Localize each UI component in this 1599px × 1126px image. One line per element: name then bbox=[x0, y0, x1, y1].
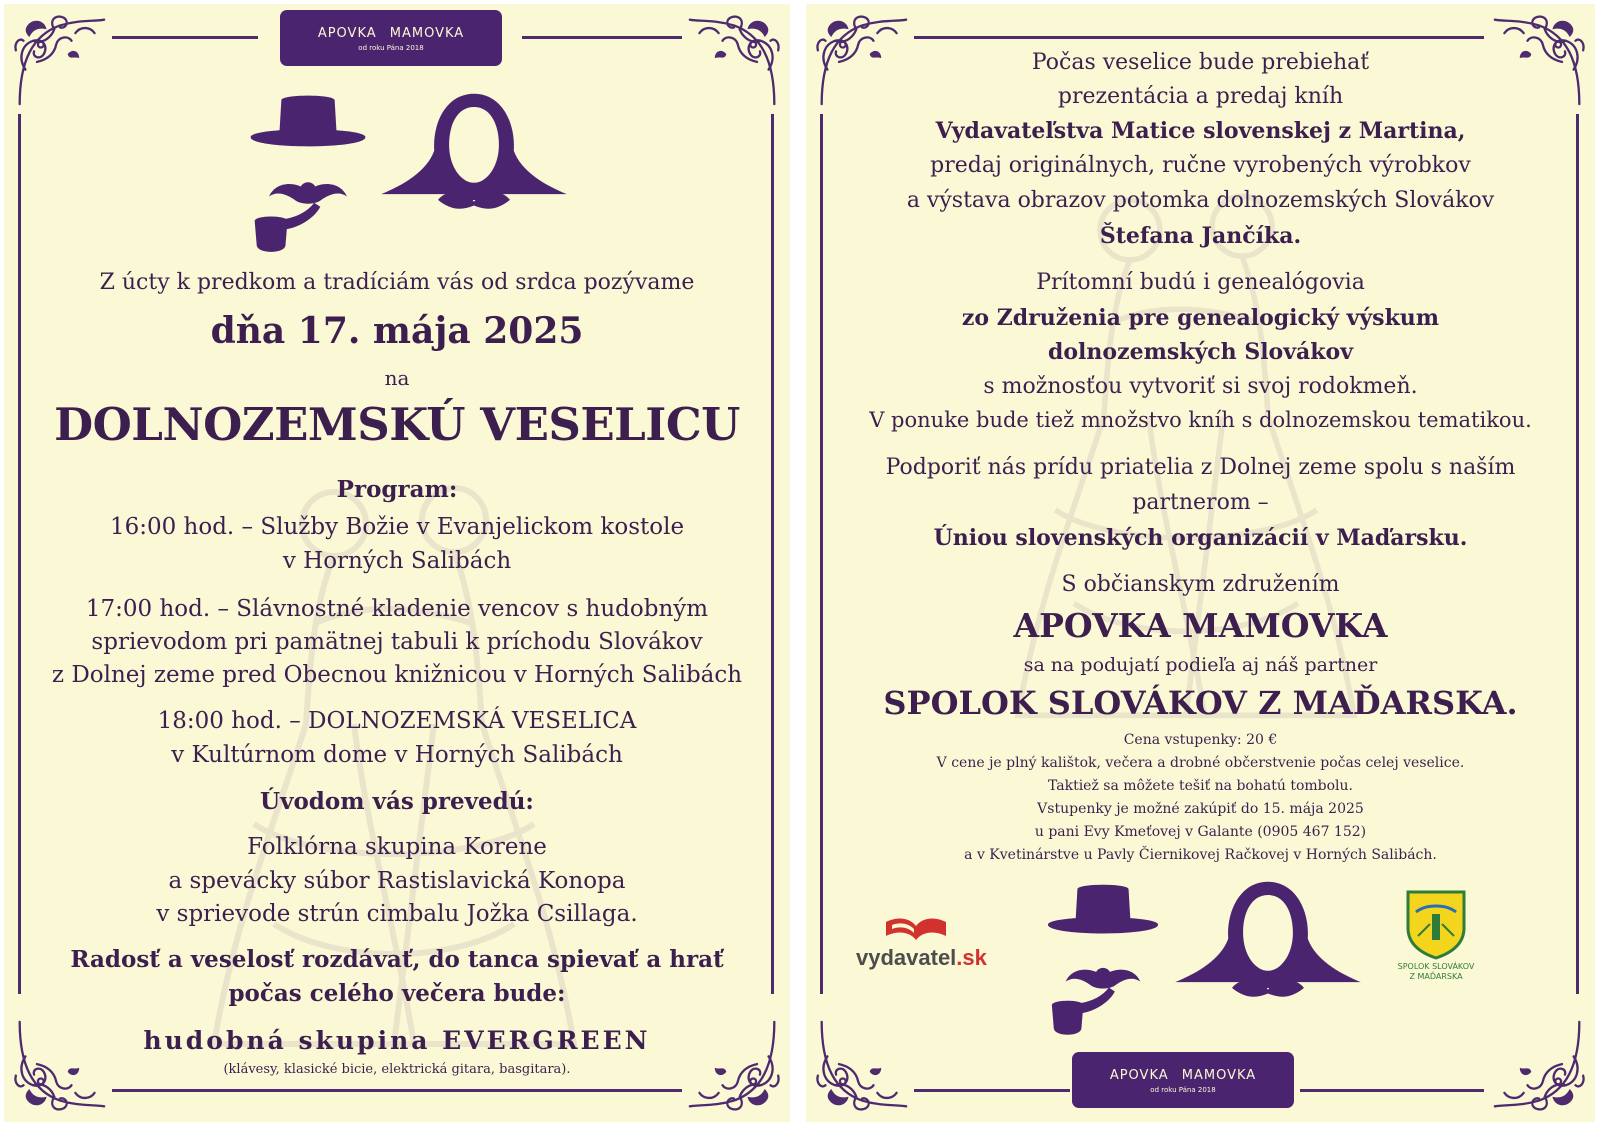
coat-of-arms-icon bbox=[1404, 888, 1468, 960]
ticket-line: Cena vstupenky: 20 € bbox=[1123, 732, 1278, 748]
border-bottom bbox=[112, 1089, 682, 1092]
vydavatel-logo-domain: .sk bbox=[956, 945, 987, 970]
intro-line: Folklórna skupina Korene bbox=[247, 834, 547, 860]
genealogy-line: Prítomní budú i genealógovia bbox=[1036, 270, 1365, 295]
program-line: z Dolnej zeme pred Obecnou knižnicou v Horných Salibách bbox=[51, 662, 743, 688]
partner-intro: sa na podujatí podieľa aj náš partner bbox=[1023, 654, 1378, 676]
assoc-name: APOVKA MAMOVKA bbox=[1013, 606, 1388, 645]
border-bottom-left bbox=[914, 1089, 1070, 1092]
event-title: DOLNOZEMSKÚ VESELICU bbox=[54, 398, 740, 451]
genealogy-line: zo Združenia pre genealogický výskum bbox=[961, 305, 1440, 331]
info-line: Počas veselice bude prebiehať bbox=[1031, 50, 1370, 75]
spolok-logo-text: SPOLOK SLOVÁKOV Z MAĎARSKA bbox=[1397, 962, 1475, 981]
info-line: Štefana Jančíka. bbox=[1099, 223, 1302, 249]
corner-ornament bbox=[1491, 1018, 1587, 1114]
border-top-right bbox=[522, 36, 682, 39]
joy-line: Radosť a veselosť rozdávať, do tanca spievať a hrať bbox=[70, 946, 724, 973]
ticket-line: a v Kvetinárstve u Pavly Čiernikovej Račkovej v Horných Salibách. bbox=[964, 847, 1437, 863]
apovka-mamovka-badge bbox=[1072, 1052, 1294, 1108]
badge-subtitle: od roku Pána 2018 bbox=[358, 44, 424, 52]
program-line: 17:00 hod. – Slávnostné kladenie vencov s hudobným bbox=[85, 596, 709, 622]
info-line: a výstava obrazov potomka dolnozemských Slovákov bbox=[906, 188, 1495, 213]
corner-ornament bbox=[686, 12, 782, 108]
program-heading: Program: bbox=[336, 476, 458, 503]
band-note: (klávesy, klasické bicie, elektrická gitara, basgitara). bbox=[223, 1062, 571, 1077]
ticket-line: Vstupenky je možné zakúpiť do 15. mája 2025 bbox=[1037, 801, 1364, 817]
invite-text: Z úcty k predkom a tradíciám vás od srdca pozývame bbox=[99, 270, 695, 295]
corner-ornament bbox=[12, 12, 108, 108]
ticket-line: u pani Evy Kmeťovej v Galante (0905 467 152) bbox=[1034, 824, 1367, 840]
border-top bbox=[914, 36, 1484, 39]
man-hat-mustache-pipe-icon bbox=[1044, 880, 1162, 1040]
ticket-line: V cene je plný kalištok, večera a drobné občerstvenie počas celej veselice. bbox=[936, 755, 1465, 771]
man-hat-mustache-pipe-icon bbox=[246, 92, 370, 256]
woman-headscarf-icon bbox=[378, 90, 570, 232]
na-text: na bbox=[384, 366, 410, 390]
corner-ornament bbox=[814, 1018, 910, 1114]
friends-line: Úniou slovenských organizácií v Maďarsku. bbox=[933, 525, 1468, 551]
program-line: sprievodom pri pamätnej tabuli k príchodu Slovákov bbox=[91, 629, 703, 655]
info-line: prezentácia a predaj kníh bbox=[1057, 84, 1344, 109]
genealogy-line: dolnozemských Slovákov bbox=[1048, 339, 1353, 365]
program-line: v Horných Salibách bbox=[282, 548, 512, 574]
info-line: predaj originálnych, ručne vyrobených výrobkov bbox=[930, 153, 1471, 178]
friends-line: partnerom – bbox=[1132, 490, 1269, 515]
open-book-icon bbox=[884, 912, 948, 942]
badge-subtitle: od roku Pána 2018 bbox=[1150, 1086, 1216, 1094]
ticket-line: Taktiež sa môžete tešiť na bohatú tombolu. bbox=[1048, 778, 1353, 794]
apovka-mamovka-badge bbox=[280, 10, 502, 66]
event-date: dňa 17. mája 2025 bbox=[210, 310, 584, 352]
woman-headscarf-icon bbox=[1170, 878, 1366, 1020]
invitation-page-left bbox=[4, 4, 790, 1122]
intro-line: a spevácky súbor Rastislavická Konopa bbox=[168, 868, 626, 894]
joy-line: počas celého večera bude: bbox=[228, 980, 566, 1007]
program-line: v Kultúrnom dome v Horných Salibách bbox=[171, 742, 623, 768]
intro-line: v sprievode strún cimbalu Jožka Csillaga. bbox=[156, 901, 638, 927]
intro-heading: Úvodom vás prevedú: bbox=[260, 788, 534, 815]
genealogy-line: s možnosťou vytvoriť si svoj rodokmeň. bbox=[983, 374, 1418, 399]
friends-line: Podporiť nás prídu priatelia z Dolnej zeme spolu s naším bbox=[885, 455, 1516, 480]
border-bottom-right bbox=[1300, 1089, 1484, 1092]
dancers-watermark bbox=[896, 174, 1476, 734]
genealogy-line: V ponuke bude tiež množstvo kníh s dolnozemskou tematikou. bbox=[869, 408, 1532, 432]
program-line: 16:00 hod. – Služby Božie v Evanjelickom kostole bbox=[109, 514, 685, 540]
partner-name: SPOLOK SLOVÁKOV Z MAĎARSKA. bbox=[883, 684, 1518, 722]
vydavatel-logo bbox=[856, 912, 1016, 972]
program-line: 18:00 hod. – DOLNOZEMSKÁ VESELICA bbox=[157, 708, 637, 734]
border-top-left bbox=[112, 36, 258, 39]
spolok-slovakov-logo bbox=[1396, 888, 1476, 1004]
badge-name: APOVKA MAMOVKA bbox=[1109, 1068, 1257, 1083]
badge-name: APOVKA MAMOVKA bbox=[317, 26, 465, 41]
info-line: Vydavateľstva Matice slovenskej z Martina, bbox=[935, 118, 1466, 144]
vydavatel-logo-text: vydavatel bbox=[856, 945, 957, 970]
band-name: hudobná skupina EVERGREEN bbox=[143, 1026, 651, 1055]
invitation-page-right bbox=[806, 4, 1595, 1122]
assoc-intro: S občianskym združením bbox=[1061, 572, 1340, 597]
